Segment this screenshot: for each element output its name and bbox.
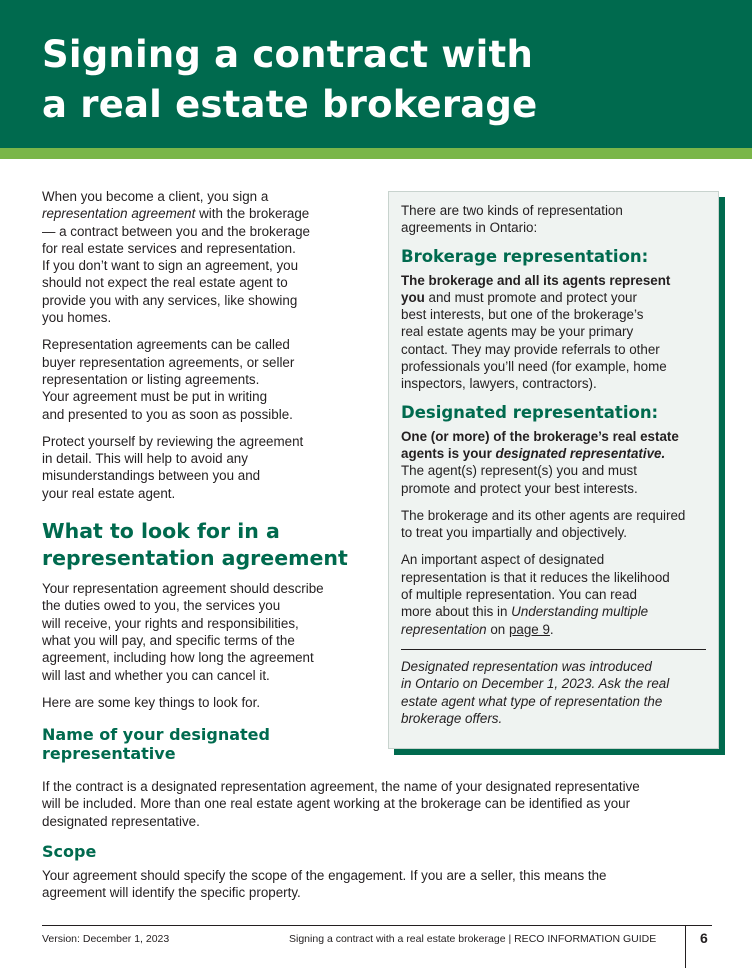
text-line: inspectors, lawyers, contractors). xyxy=(401,376,597,392)
text-line: representation is that it reduces the likelihood xyxy=(401,569,670,585)
representation-sidebar-box xyxy=(388,191,719,749)
header-accent-stripe xyxy=(0,148,752,159)
text-fragment: more about this in xyxy=(401,604,512,620)
text-line xyxy=(401,621,706,638)
text-line: — a contract between you and the brokerage xyxy=(42,223,310,239)
text-line: brokerage offers. xyxy=(401,710,503,726)
text-line: designated representative. xyxy=(42,813,200,829)
heading-line: Name of your designated xyxy=(42,725,270,745)
intro-paragraph-3 xyxy=(42,433,372,502)
bold-text: you xyxy=(401,289,425,305)
bold-text: agents is your xyxy=(401,445,496,461)
designated-representative-paragraph xyxy=(42,778,722,830)
text-line: in Ontario on December 1, 2023. Ask the real xyxy=(401,676,670,692)
text-line: the duties owed to you, the services you xyxy=(42,598,281,614)
text-line xyxy=(401,272,706,289)
designated-representation-heading: Designated representation: xyxy=(401,402,659,422)
section-heading-what-to-look-for xyxy=(42,518,372,572)
text-line: The agent(s) represent(s) you and must xyxy=(401,463,637,479)
italic-term: representation agreement xyxy=(42,206,196,222)
text-fragment: . xyxy=(549,621,554,637)
text-line: Designated representation was introduced xyxy=(401,658,652,674)
italic-title: representation xyxy=(401,621,487,637)
text-line: promote and protect your best interests. xyxy=(401,480,638,496)
subheading-designated-representative xyxy=(42,725,372,763)
text-line: to treat you impartially and objectively. xyxy=(401,525,628,541)
text-line: should not expect the real estate agent to xyxy=(42,275,288,291)
heading-line: representative xyxy=(42,744,176,764)
text-fragment: on xyxy=(486,621,509,637)
text-line: If the contract is a designated representation agreement, the name of your designated representative xyxy=(42,779,640,794)
bold-text: One (or more) of the brokerage’s real estate xyxy=(401,428,679,444)
page-title xyxy=(42,30,602,130)
subheading-scope: Scope xyxy=(42,842,97,861)
what-to-look-paragraph xyxy=(42,580,372,684)
text-line: and presented to you as soon as possible. xyxy=(42,406,293,422)
text-line: misunderstandings between you and xyxy=(42,468,261,484)
text-line: Representation agreements can be called xyxy=(42,337,290,353)
text-line xyxy=(401,445,706,462)
scope-section xyxy=(42,842,722,902)
text-line: agreement will identify the specific property. xyxy=(42,885,301,901)
page-title-line-1: Signing a contract with xyxy=(42,33,533,76)
brokerage-representation-heading: Brokerage representation: xyxy=(401,246,649,266)
footer-version: Version: December 1, 2023 xyxy=(42,933,170,945)
footer-guide-title: Signing a contract with a real estate brokerage | RECO INFORMATION GUIDE xyxy=(289,933,657,945)
text-line: The brokerage and its other agents are required xyxy=(401,507,686,523)
key-things-paragraph xyxy=(42,694,372,711)
intro-paragraph-1 xyxy=(42,188,372,326)
text-line xyxy=(401,289,706,306)
text-line: for real estate services and representation. xyxy=(42,240,296,256)
heading-line: What to look for in a xyxy=(42,519,280,544)
text-line: real estate agents may be your primary xyxy=(401,324,634,340)
left-column xyxy=(42,188,372,763)
brokerage-representation-text xyxy=(401,272,706,393)
text-line: Here are some key things to look for. xyxy=(42,694,261,710)
text-line: Your representation agreement should describe xyxy=(42,581,324,597)
text-fragment: with the brokerage xyxy=(195,206,310,222)
text-line: buyer representation agreements, or seller xyxy=(42,354,295,370)
footer-rule xyxy=(42,925,712,926)
bold-italic-text: designated representative. xyxy=(495,445,666,461)
text-line: agreement, including how long the agreement xyxy=(42,650,314,666)
heading-line: representation agreement xyxy=(42,546,348,571)
italic-title: Understanding multiple xyxy=(511,604,649,620)
text-line xyxy=(401,428,706,445)
text-line: you homes. xyxy=(42,310,112,326)
text-line: agreements in Ontario: xyxy=(401,220,538,236)
bold-text: The brokerage and all its agents represent xyxy=(401,272,671,288)
text-line xyxy=(42,205,372,222)
header-banner xyxy=(0,0,752,148)
text-line: professionals you’ll need (for example, home xyxy=(401,359,667,375)
text-line: There are two kinds of representation xyxy=(401,203,623,218)
text-line: If you don’t want to sign an agreement, you xyxy=(42,258,299,274)
page-number: 6 xyxy=(700,930,708,946)
text-line: contact. They may provide referrals to other xyxy=(401,341,660,357)
sidebar-divider xyxy=(401,649,706,650)
other-agents-text xyxy=(401,507,706,542)
text-line: what you will pay, and specific terms of the xyxy=(42,632,295,648)
text-line: When you become a client, you sign a xyxy=(42,189,269,204)
text-line: of multiple representation. You can read xyxy=(401,587,637,603)
text-line: estate agent what type of representation the xyxy=(401,693,663,709)
text-line: will last and whether you can cancel it. xyxy=(42,667,270,683)
designated-representation-text xyxy=(401,428,706,497)
text-line: best interests, but one of the brokerage’s xyxy=(401,307,644,323)
intro-paragraph-2 xyxy=(42,336,372,422)
text-line: in detail. This will help to avoid any xyxy=(42,451,248,467)
text-line: Your agreement should specify the scope of the engagement. If you are a seller, this means the xyxy=(42,868,607,883)
sidebar-intro xyxy=(401,202,706,237)
text-line: representation or listing agreements. xyxy=(42,371,260,387)
sidebar-note xyxy=(401,658,706,727)
text-fragment: and must promote and protect your xyxy=(424,289,637,305)
text-line: An important aspect of designated xyxy=(401,552,605,568)
text-line: your real estate agent. xyxy=(42,485,176,501)
text-line xyxy=(401,603,706,620)
text-line: will be included. More than one real estate agent working at the brokerage can be identified as your xyxy=(42,796,631,812)
page-9-link[interactable]: page 9 xyxy=(508,621,550,637)
text-line: will receive, your rights and responsibilities, xyxy=(42,615,299,631)
text-line: provide you with any services, like showing xyxy=(42,292,298,308)
important-aspect-text xyxy=(401,551,706,637)
text-line: Your agreement must be put in writing xyxy=(42,389,268,405)
page-title-line-2: a real estate brokerage xyxy=(42,83,538,126)
text-line: Protect yourself by reviewing the agreement xyxy=(42,433,304,449)
footer-page-divider xyxy=(685,925,686,968)
